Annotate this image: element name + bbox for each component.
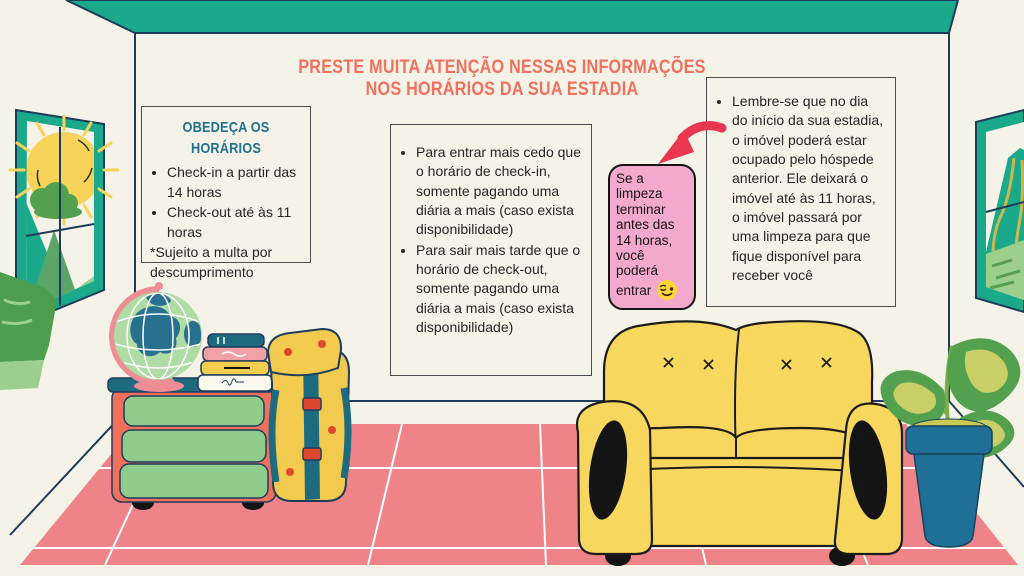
ceiling xyxy=(66,0,958,33)
title-line-2: NOS HORÁRIOS DA SUA ESTADIA xyxy=(365,79,639,101)
reminder-box xyxy=(706,77,896,307)
rules-box xyxy=(390,124,592,376)
list-item: • Para sair mais tarde que o horário de check-out, somente pagando uma diária a mais (caso exista disponibilidade) xyxy=(416,241,583,338)
speech-bubble-text: Se a limpeza terminar antes das 14 horas, você poderá entrar xyxy=(616,171,675,298)
backpack-icon xyxy=(268,329,349,501)
globe-icon xyxy=(112,282,202,392)
dresser xyxy=(108,378,280,510)
reminder-list xyxy=(715,92,887,285)
list-item: • Para entrar mais cedo que o horário de check-in, somente pagando uma diária a mais (caso exista disponibilidade) xyxy=(416,143,583,240)
rules-list xyxy=(399,143,583,337)
schedule-box-heading: OBEDEÇA OS HORÁRIOS xyxy=(182,119,270,157)
schedule-list xyxy=(150,163,302,242)
speech-bubble xyxy=(608,164,696,310)
books-stack xyxy=(198,334,272,391)
right-window xyxy=(976,110,1024,312)
page-title xyxy=(290,57,715,102)
list-item: • Check-in a partir das 14 horas xyxy=(167,163,302,202)
schedule-penalty-note: *Sujeito a multa por descumprimento xyxy=(150,244,273,280)
list-item: • Check-out até às 11 horas xyxy=(167,203,302,242)
wink-emoji-icon xyxy=(656,279,678,301)
list-item: • Lembre-se que no dia do início da sua estadia, o imóvel poderá estar ocupado pelo hóspede anterior. Ele deixará o imóvel até às 11 horas, o imóvel passará por uma limpeza para que fique disponível para receber você xyxy=(732,92,887,285)
title-line-1: PRESTE MUITA ATENÇÃO NESSAS INFORMAÇÕES xyxy=(298,57,706,78)
schedule-box xyxy=(141,106,311,280)
sofa xyxy=(577,321,902,566)
